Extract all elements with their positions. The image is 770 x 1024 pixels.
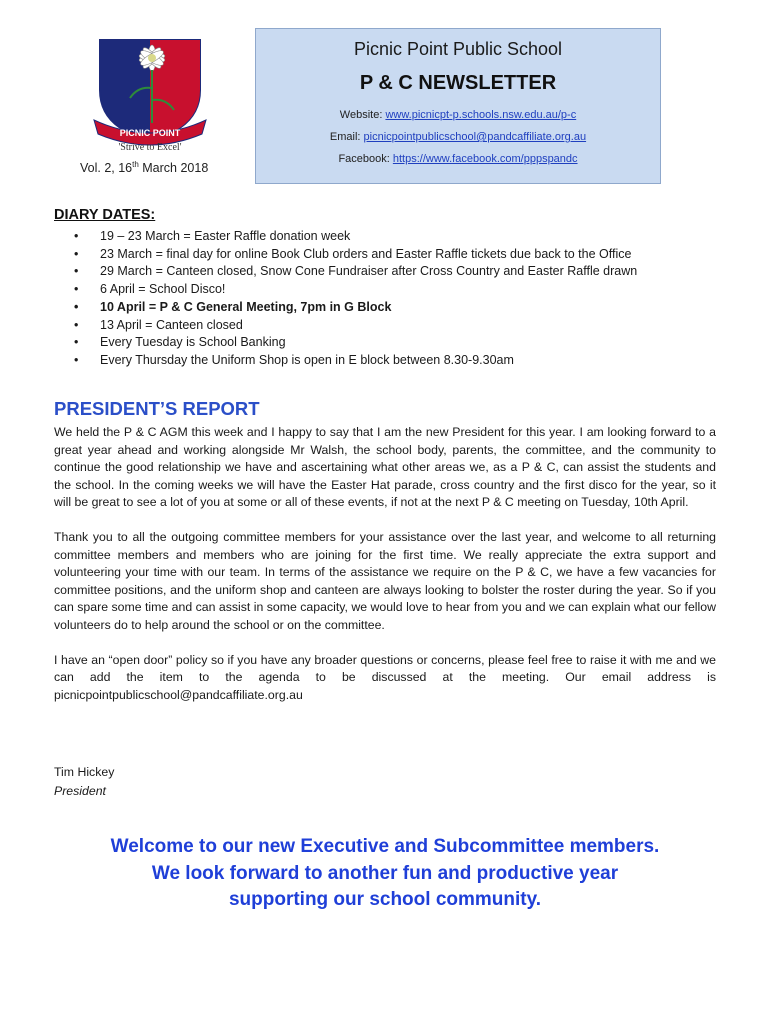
list-item: • 29 March = Canteen closed, Snow Cone Fundraiser after Cross Country and Easter Raffle drawn: [74, 263, 637, 281]
diary-dates-heading: DIARY DATES:: [54, 207, 156, 223]
list-item: • 6 April = School Disco!: [74, 281, 637, 299]
report-paragraph: I have an “open door” policy so if you have any broader questions or concerns, please feel free to raise it with me and we can add the item to the agenda to be discussed at the meeting. Our email address is picnicpointpublicschool@pandcaffiliate.org.au: [54, 652, 716, 702]
crest-motto: 'Strive to Excel': [118, 142, 182, 153]
school-crest-logo: [90, 28, 210, 153]
presidents-report-heading: PRESIDENT’S REPORT: [54, 398, 260, 419]
newsletter-title: P & C NEWSLETTER: [359, 72, 557, 94]
welcome-line: supporting our school community.: [228, 889, 542, 910]
website-line: [256, 109, 660, 121]
list-item: • Every Thursday the Uniform Shop is open in E block between 8.30-9.30am: [74, 352, 637, 370]
list-item: • 19 – 23 March = Easter Raffle donation week: [74, 228, 637, 246]
issue-volume-date: [80, 160, 208, 175]
issue-date-suffix: th: [132, 160, 139, 169]
welcome-message: [40, 834, 730, 914]
school-name: Picnic Point Public School: [353, 39, 563, 59]
email-label: Email:: [329, 131, 364, 143]
website-link[interactable]: www.picnicpt-p.schools.nsw.edu.au/p-c: [385, 109, 577, 121]
issue-vol: Vol. 2, 16: [80, 161, 133, 176]
newsletter-header-box: [255, 28, 661, 184]
list-item: • 10 April = P & C General Meeting, 7pm in G Block: [74, 299, 637, 317]
signature-name: Tim Hickey: [54, 765, 115, 779]
welcome-line: We look forward to another fun and productive year: [151, 862, 619, 884]
list-item: • 23 March = final day for online Book Club orders and Easter Raffle tickets due back to the Office: [74, 246, 637, 264]
signature-role: President: [54, 784, 106, 798]
facebook-line: [256, 153, 660, 165]
diary-dates-list: [74, 228, 637, 370]
list-item: • 13 April = Canteen closed: [74, 317, 637, 335]
website-label: Website:: [339, 109, 386, 121]
email-link[interactable]: picnicpointpublicschool@pandcaffiliate.org.au: [363, 131, 587, 143]
presidents-report-body: [54, 424, 716, 721]
email-line: [256, 131, 660, 143]
report-paragraph: We held the P & C AGM this week and I happy to say that I am the new President for this year. I am looking forward to a great year ahead and working alongside Mr Walsh, the school body, parents, the committee, and the community to continue the good relationship we have and ascertaining what other areas we, as a P & C, can assist the students and the school. In the coming weeks we will have the Easter Hat parade, cross country and the first disco for the year, so it will be great to see a lot of you at some or all of these events, if not at the next P & C meeting on Tuesday, 10th April.: [54, 425, 716, 510]
facebook-label: Facebook:: [338, 153, 393, 165]
issue-month: March 2018: [138, 161, 209, 176]
list-item: • Every Tuesday is School Banking: [74, 334, 637, 352]
report-paragraph: Thank you to all the outgoing committee members for your assistance over the last year, and welcome to all returning committee members and members who are joining for the first time. We really appreciate the extra support and volunteering your time with our team. In terms of the assistance we require on the P & C, we have a few vacancies for committee positions, and the uniform shop and canteen are always looking to bolster the roster during the year. So if you can spare some time and can assist in some capacity, we would love to hear from you and we can explain what our fellow volunteers do to help around the school or on the committee.: [54, 529, 716, 632]
facebook-link[interactable]: https://www.facebook.com/pppspandc: [392, 153, 578, 165]
welcome-line: Welcome to our new Executive and Subcommittee members.: [110, 836, 660, 857]
signature-block: [54, 763, 114, 801]
crest-banner-text: PICNIC POINT: [119, 128, 181, 138]
